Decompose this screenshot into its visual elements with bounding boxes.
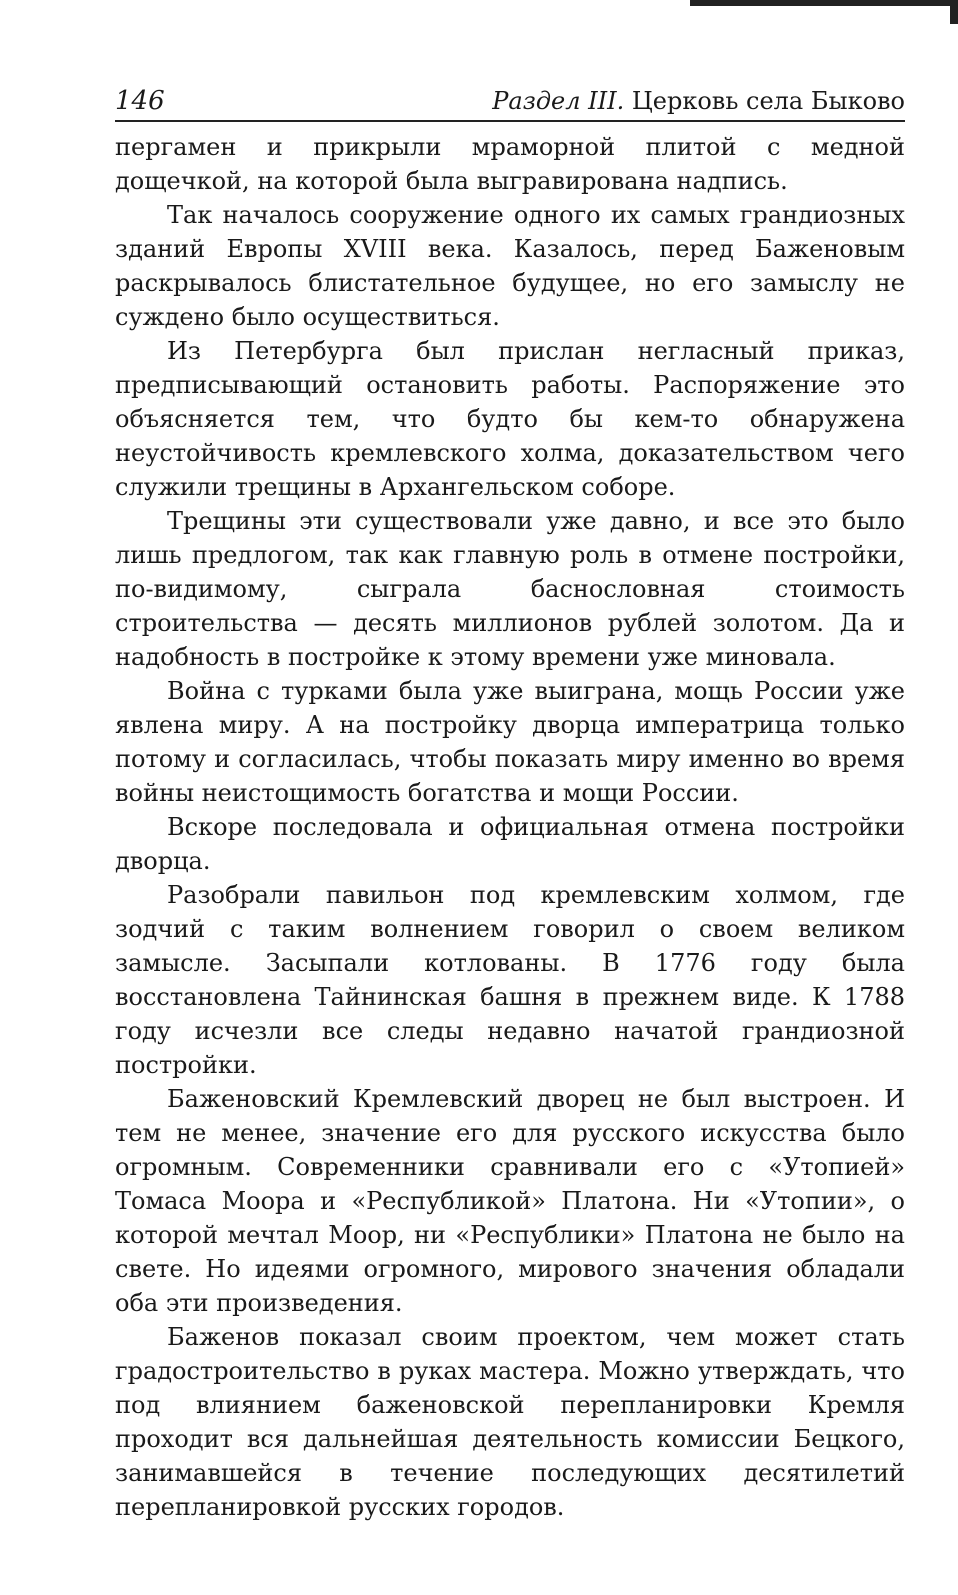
section-title (492, 87, 905, 115)
page-number: 146 (115, 86, 165, 116)
paragraph-4: Трещины эти существовали уже давно, и все это было лишь предлогом, так как главную роль в отмене постройки, по-видимому, сыграла баснословная стоимость строительства — десять миллионов рублей золотом. Да и надобность в постройке к этому времени уже миновала. (115, 507, 905, 671)
running-header (115, 86, 905, 122)
section-name: Церковь села Быково (631, 87, 905, 115)
body-text (115, 130, 905, 1524)
paragraph-2: Так началось сооружение одного их самых грандиозных зданий Европы XVIII века. Казалось, перед Баженовым раскрывалось блистательное будущее, но его замыслу не суждено было осуществиться. (115, 201, 905, 331)
paragraph-6: Вскоре последовала и официальная отмена постройки дворца. (115, 813, 905, 875)
scan-edge-mark (690, 0, 958, 6)
paragraph-8: Баженовский Кремлевский дворец не был выстроен. И тем не менее, значение его для русского искусства было огромным. Современники сравнивали его с «Утопией» Томаса Моора и «Республикой» Платона. Ни «Утопии», о которой мечтал Моор, ни «Республики» Платона не было на свете. Но идеями огромного, мирового значения обладали оба эти произведения. (115, 1085, 905, 1317)
paragraph-7: Разобрали павильон под кремлевским холмом, где зодчий с таким волнением говорил о своем великом замысле. Засыпали котлованы. В 1776 году была восстановлена Тайнинская башня в прежнем виде. К 1788 году исчезли все следы недавно начатой грандиозной постройки. (115, 881, 905, 1079)
paragraph-5: Война с турками была уже выиграна, мощь России уже явлена миру. А на постройку дворца императрица только потому и согласилась, чтобы показать миру именно во время войны неистощимость богатства и мощи России. (115, 677, 905, 807)
section-prefix: Раздел III. (492, 87, 625, 115)
book-page (115, 86, 905, 1524)
paragraph-9: Баженов показал своим проектом, чем может стать градостроительство в руках мастера. Можно утверждать, что под влиянием баженовской перепланировки Кремля проходит вся дальнейшая деятельность комиссии Бецкого, занимавшейся в течение последующих десятилетий перепланировкой русских городов. (115, 1323, 905, 1521)
paragraph-1: пергамен и прикрыли мраморной плитой с медной дощечкой, на которой была выгравирована надпись. (115, 133, 905, 195)
paragraph-3: Из Петербурга был прислан негласный приказ, предписывающий остановить работы. Распоряжение это объясняется тем, что будто бы кем-то обнаружена неустойчивость кремлевского холма, доказательством чего служили трещины в Архангельском соборе. (115, 337, 905, 501)
